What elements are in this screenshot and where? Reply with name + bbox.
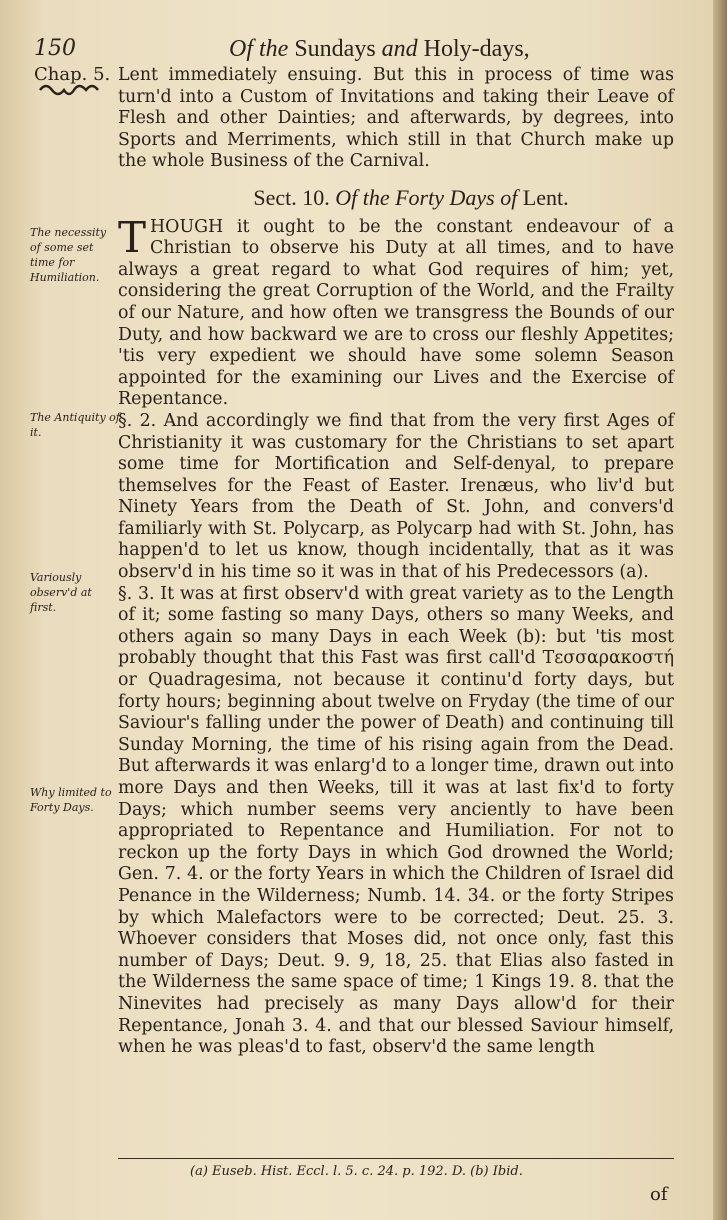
running-head (229, 36, 530, 63)
margin-note-forty-days: Why limited to Forty Days. (30, 786, 112, 814)
margin-note-necessity: The necessity of some set time for Humiliation. (30, 226, 107, 284)
ornament-icon (38, 80, 100, 104)
section-title-italic: Of the Forty Days of (335, 184, 518, 210)
page-number: 150 (34, 36, 76, 61)
main-text (118, 65, 674, 1059)
footnote: (a) Euseb. Hist. Eccl. l. 5. c. 24. p. 192. D. (b) Ibid. (190, 1164, 523, 1179)
paragraph-2: §. 2. And accordingly we find that from the very first Ages of Christianity it was customary for the Christians to set apart some time for Mortification and Self-denyal, to prepare themselves for the Feast of Easter. Irenæus, who liv'd but Ninety Years from the Death of St. John, and convers'd familiarly with St. Polycarp, as Polycarp had with St. John, has happen'd to let us know, though incidentally, that as it was observ'd in his time so it was in that of his Predecessors (a). (118, 410, 674, 583)
running-head-part-a: Of the (229, 36, 289, 62)
chapter-label: Chap. 5. (34, 64, 111, 85)
footnote-rule (118, 1158, 674, 1159)
paragraph-3: §. 3. It was at first observ'd with great variety as to the Length of it; some fasting so many Days, others so many Weeks, and others again so many Days in each Week (b): but 'tis most probably thought that this Fast was first call'd Τεσσαρακοστή or Quadragesima, not because it continu'd forty days, but forty hours; beginning about twelve on Fryday (the time of our Saviour's falling under the power of Death) and continuing till Sunday Morning, the time of his rising again from the Dead. But afterwards it was enlarg'd to a longer time, drawn out into more Days and then Weeks, till it was at last fix'd to forty Days; which number seems very anciently to have been appropriated to Repentance and Humiliation. For not to reckon up the forty Days in which God drowned the World; Gen. 7. 4. or the forty Years in which the Children of Israel did Penance in the Wilderness; Numb. 14. 34. or the forty Stripes by which Malefactors were to be corrected; Deut. 25. 3. Whoever considers that Moses did, not once only, fast this number of Days; Deut. 9. 9, 18, 25. that Elias also fasted in the Wilderness the same space of time; 1 Kings 19. 8. that the Ninevites had precisely as many Days allow'd for their Repentance, Jonah 3. 4. and that our blessed Saviour himself, when he was pleas'd to fast, observ'd the same length (118, 583, 674, 1058)
intro-paragraph: Lent immediately ensuing. But this in process of time was turn'd into a Custom of Invitations and taking their Leave of Flesh and other Dainties; and afterwards, by degrees, into Sports and Merriments, which still in that Church make up the whole Business of the Carnival. (118, 65, 674, 172)
section-title (148, 184, 674, 210)
drop-cap: T (118, 212, 147, 262)
catchword: of (650, 1184, 668, 1205)
section-number: Sect. 10. (253, 184, 330, 210)
paragraph-1 (118, 212, 674, 411)
running-head-part-c: and (381, 36, 418, 62)
margin-note-variously: Variously observ'd at first. (30, 571, 92, 614)
margin-note-antiquity: The Antiquity of it. (30, 411, 120, 439)
running-head-part-b: Sundays (294, 36, 376, 62)
running-head-part-d: Holy-days, (423, 36, 530, 62)
book-gutter-edge (713, 0, 727, 1220)
section-title-end: Lent. (522, 184, 569, 210)
paragraph-1-text: HOUGH it ought to be the constant endeavour of a Christian to observe his Duty at all times, and to have always a great regard to what God requires of him; yet, considering the great Corruption of the World, and the Frailty of our Nature, and how often we transgress the Bounds of our Duty, and how backward we are to cross our fleshly Appetites; 'tis very expedient we should have some solemn Season appointed for the examining our Lives and the Exercise of Repentance. (118, 216, 674, 410)
